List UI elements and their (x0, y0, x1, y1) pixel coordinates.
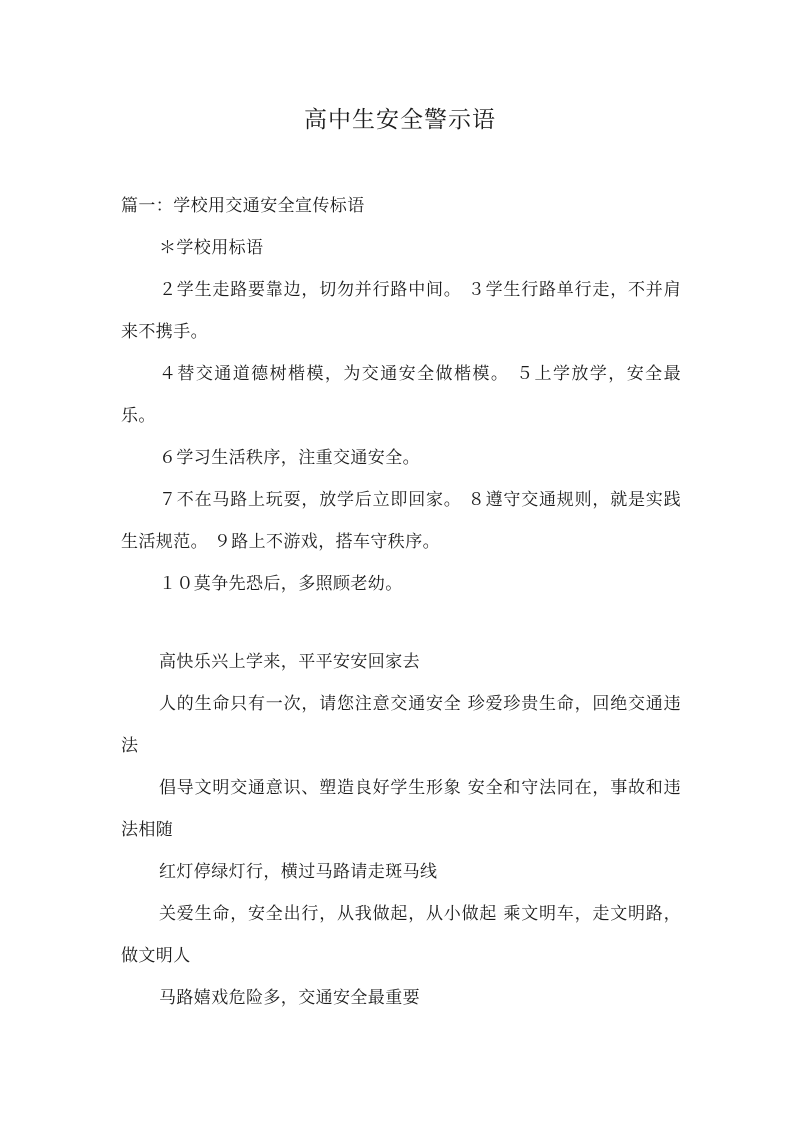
slogan-paragraph: ４替交通道德树楷模，为交通安全做楷模。 ５上学放学，安全最乐。 (121, 364, 681, 426)
slogan-paragraph: 马路嬉戏危险多，交通安全最重要 (159, 988, 420, 1008)
slogan-paragraph: ２学生走路要靠边，切勿并行路中间。 ３学生行路单行走，不并肩来不携手。 (121, 280, 681, 342)
slogan-paragraph: 红灯停绿灯行，横过马路请走斑马线 (159, 862, 438, 882)
slogan-paragraph: 高快乐兴上学来，平平安安回家去 (159, 652, 420, 672)
section-spacer (121, 605, 681, 641)
subheading: ＊学校用标语 (159, 238, 264, 258)
section-heading: 篇一：学校用交通安全宣传标语 (121, 196, 365, 216)
slogan-paragraph: ６学习生活秩序，注重交通安全。 (159, 448, 420, 468)
slogan-paragraph: 人的生命只有一次，请您注意交通安全 珍爱珍贵生命，回绝交通违法 (121, 694, 681, 756)
slogan-paragraph: 倡导文明交通意识、塑造良好学生形象 安全和守法同在，事故和违法相随 (121, 778, 681, 840)
slogan-paragraph: ７不在马路上玩耍，放学后立即回家。 ８遵守交通规则，就是实践生活规范。 ９路上不游戏，搭车守秩序。 (121, 490, 681, 552)
slogan-paragraph: １０莫争先恐后，多照顾老幼。 (159, 574, 403, 594)
document-title: 高中生安全警示语 (304, 107, 496, 133)
slogan-paragraph: 关爱生命，安全出行，从我做起，从小做起 乘文明车，走文明路，做文明人 (121, 904, 681, 966)
document-body (121, 185, 681, 1019)
